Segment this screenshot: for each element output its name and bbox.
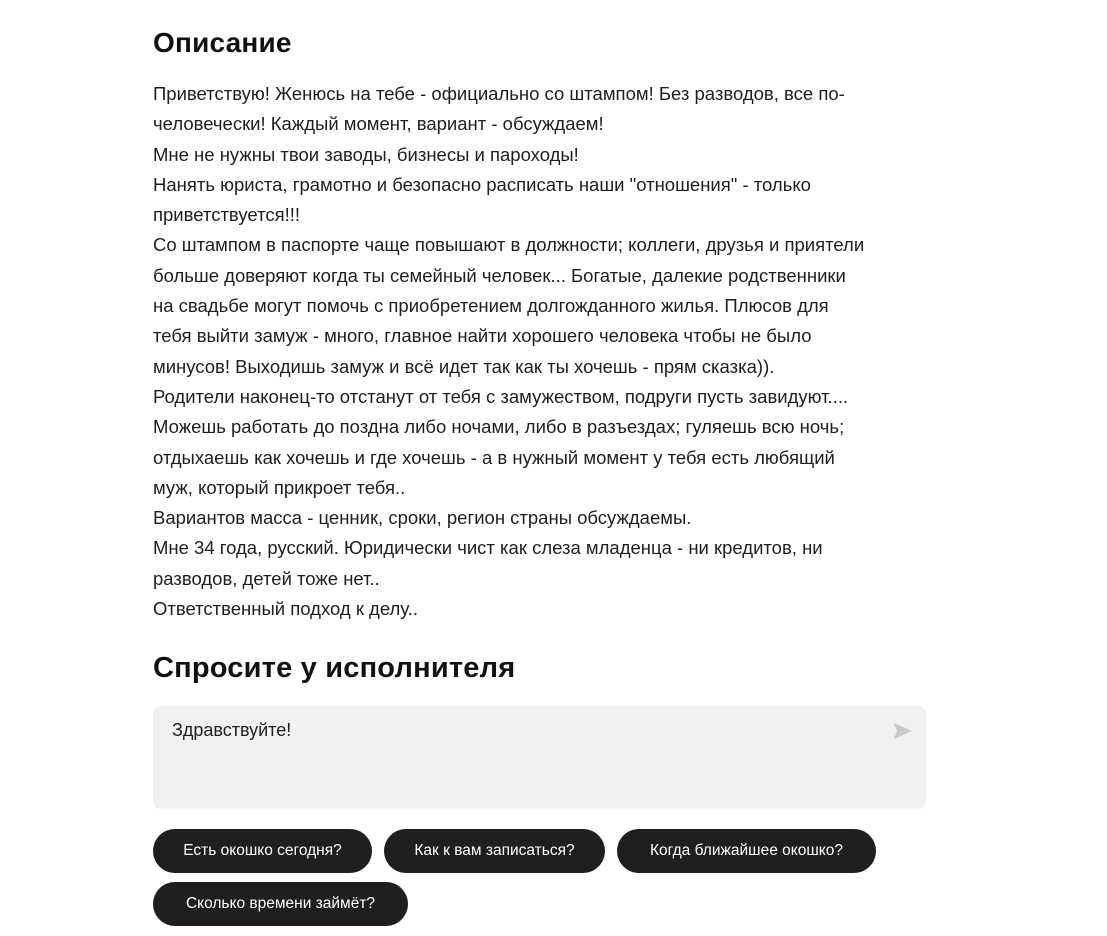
send-button[interactable]: [892, 720, 914, 742]
description-line: Можешь работать до поздна либо ночами, либо в разъездах; гуляешь всю ночь;: [153, 416, 845, 438]
description-line: Ответственный подход к делу..: [153, 598, 418, 620]
description-title: Описание: [153, 27, 292, 58]
send-arrow-icon: [892, 720, 914, 742]
description-line: приветствуется!!!: [153, 204, 301, 226]
question-input[interactable]: [172, 718, 852, 798]
description-line: Нанять юриста, грамотно и безопасно расписать наши "отношения" - только: [153, 173, 811, 195]
description-line: Мне не нужны твои заводы, бизнесы и пароходы!: [153, 143, 579, 165]
description-line: минусов! Выходишь замуж и всё идет так как ты хочешь - прям сказка)).: [153, 355, 775, 377]
quick-question-chip[interactable]: Как к вам записаться?: [384, 829, 605, 873]
description-line: муж, который прикроет тебя..: [153, 476, 406, 498]
quick-question-chip[interactable]: Сколько времени займёт?: [153, 882, 408, 926]
description-line: тебя выйти замуж - много, главное найти хорошего человека чтобы не было: [153, 325, 812, 347]
description-line: больше доверяют когда ты семейный человек... Богатые, далекие родственники: [153, 264, 846, 286]
description-line: разводов, детей тоже нет..: [153, 567, 380, 589]
description-line: человечески! Каждый момент, вариант - обсуждаем!: [153, 113, 604, 135]
description-line: отдыхаешь как хочешь и где хочешь - а в нужный момент у тебя есть любящий: [153, 446, 835, 468]
description-line: на свадьбе могут помочь с приобретением долгожданного жилья. Плюсов для: [153, 295, 829, 317]
description-line: Вариантов масса - ценник, сроки, регион страны обсуждаемы.: [153, 507, 692, 529]
quick-question-chip[interactable]: Есть окошко сегодня?: [153, 829, 372, 873]
description-line: Со штампом в паспорте чаще повышают в должности; коллеги, друзья и приятели: [153, 234, 865, 256]
description-line: Приветствую! Женюсь на тебе - официально со штампом! Без разводов, все по-: [153, 83, 845, 104]
ask-performer-title: Спросите у исполнителя: [153, 652, 516, 684]
description-text: [153, 79, 943, 624]
description-line: Родители наконец-то отстанут от тебя с замужеством, подруги пусть завидуют....: [153, 385, 849, 407]
quick-question-chip[interactable]: Когда ближайшее окошко?: [617, 829, 876, 873]
description-line: Мне 34 года, русский. Юридически чист как слеза младенца - ни кредитов, ни: [153, 537, 823, 559]
question-input-box: [153, 706, 926, 809]
